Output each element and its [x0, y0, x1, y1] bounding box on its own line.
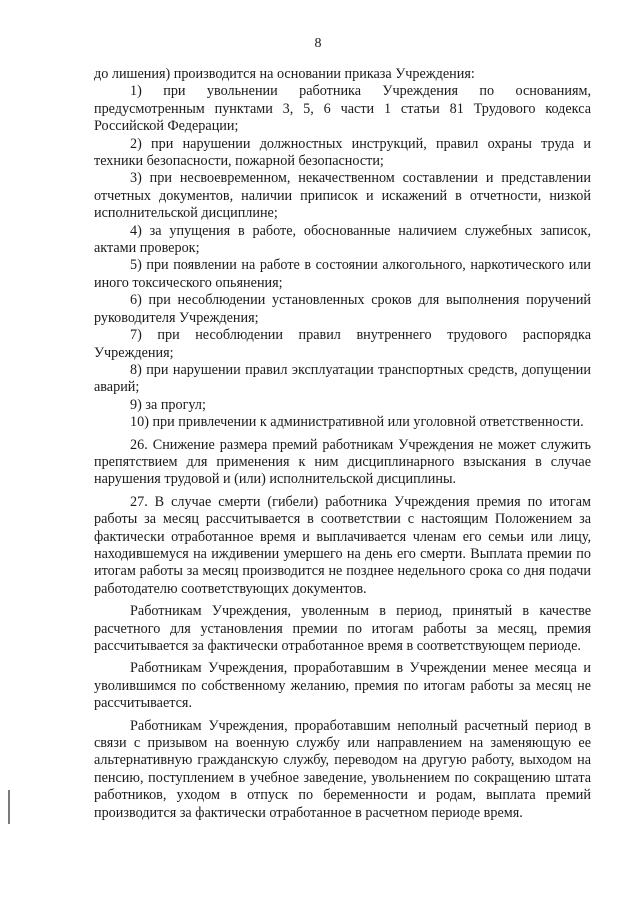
list-item-3: 3) при несвоевременном, некачественном составлении и представлении отчетных документов, наличии приписок и искажений в отчетности, низкой исполнительской дисциплине; [94, 170, 591, 222]
list-item-10: 10) при привлечении к административной или уголовной ответственности. [130, 414, 584, 431]
list-item-7: 7) при несоблюдении правил внутреннего трудового распорядка Учреждения; [94, 327, 591, 361]
clause-26: 26. Снижение размера премий работникам Учреждения не может служить препятствием для применения к ним дисциплинарного взыскания в случае нарушения трудовой и (или) исполнительской дисциплины. [94, 436, 591, 488]
paragraph-incomplete-period: Работникам Учреждения, проработавшим неполный расчетный период в связи с призывом на военную службу или направлением на заменяющую ее альтернативную гражданскую службу, переводом на другую работу, выходом на пенсию, поступлением в учебное заведение, увольнением по сокращению штата работников, уходом в отпуск по беременности и родам, выплата премий производится за фактически отработанное в расчетном периоде время. [94, 717, 591, 821]
paragraph-less-than-month: Работникам Учреждения, проработавшим в Учреждении менее месяца и уволившимся по собственному желанию, премия по итогам работы за месяц не рассчитывается. [94, 660, 591, 712]
page-number: 8 [314, 36, 322, 51]
scan-margin-mark [8, 790, 10, 824]
paragraph-dismissed: Работникам Учреждения, уволенным в период, принятый в качестве расчетного для установления премии по итогам работы за месяц, премия рассчитывается за фактически отработанное время в соответствующем периоде. [94, 603, 591, 654]
document-body [94, 66, 591, 822]
list-item-5: 5) при появлении на работе в состоянии алкогольного, наркотического или иного токсического опьянения; [94, 257, 591, 291]
list-item-2: 2) при нарушении должностных инструкций, правил охраны труда и техники безопасности, пожарной безопасности; [94, 135, 591, 170]
list-item-9: 9) за прогул; [130, 396, 206, 413]
paragraph-continuation: до лишения) производится на основании приказа Учреждения: [94, 66, 475, 82]
list-item-8: 8) при нарушении правил эксплуатации транспортных средств, допущении аварий; [94, 361, 591, 396]
list-item-6: 6) при несоблюдении установленных сроков для выполнения поручений руководителя Учреждения; [94, 292, 591, 326]
list-item-4: 4) за упущения в работе, обоснованные наличием служебных записок, актами проверок; [94, 222, 591, 257]
clause-27: 27. В случае смерти (гибели) работника Учреждения премия по итогам работы за месяц рассчитывается в соответствии с настоящим Положением за фактически отработанное время и выплачивается членам его семьи или лицу, находившемуся на иждивении умершего на день его смерти. Выплата премии по итогам работы за месяц производится не позднее недельного срока со дня подачи работодателю соответствующих документов. [94, 493, 591, 597]
list-item-1: 1) при увольнении работника Учреждения по основаниям, предусмотренным пунктами 3, 5, 6 части 1 статьи 81 Трудового кодекса Российской Федерации; [94, 83, 591, 135]
